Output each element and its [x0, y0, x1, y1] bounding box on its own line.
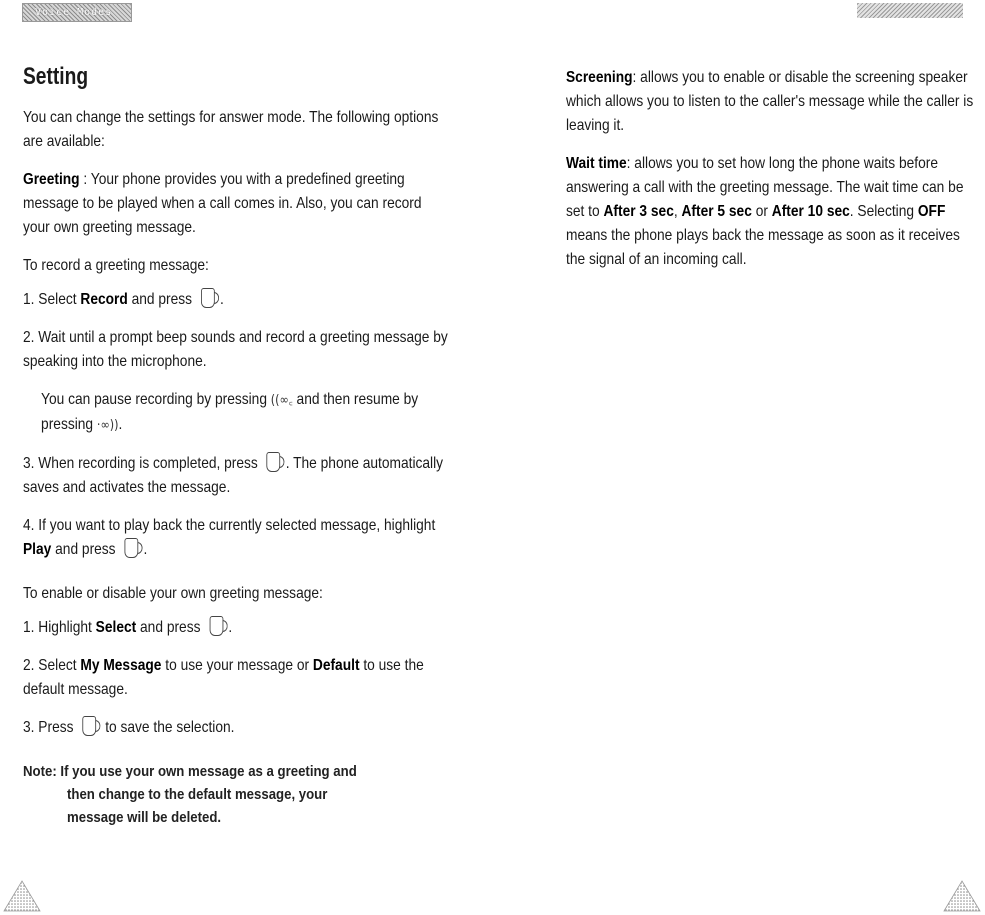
- record-step-4: 4. If you want to play back the currently selected message, highlight Play and press .: [23, 517, 436, 558]
- record-step-3: [23, 452, 452, 500]
- my-message-label: My Message: [80, 657, 162, 674]
- wait-time-paragraph: [566, 152, 975, 272]
- note-line-1: [23, 760, 454, 783]
- intro-paragraph: You can change the settings for answer mode. The following options are available:: [23, 109, 439, 150]
- step-number: 2.: [23, 329, 39, 346]
- section-header-tab: [22, 3, 132, 22]
- ok-key-icon: [125, 538, 139, 558]
- after-3-sec-label: After 3 sec: [603, 203, 674, 220]
- left-soft-key-icon: ((∞꜀: [270, 393, 293, 408]
- step-text: and then resume by pressing: [41, 391, 419, 433]
- step-number: 1.: [23, 291, 39, 308]
- step-text: and press: [51, 541, 120, 558]
- section-header-label: Voice Modes: [35, 7, 113, 18]
- step-number: 3.: [23, 455, 39, 472]
- step-text: When recording is completed, press: [38, 455, 262, 472]
- note-line-2: then change to the default message, your: [67, 786, 328, 803]
- wait-time-text: ,: [673, 203, 682, 220]
- record-label: Record: [80, 291, 128, 308]
- page-title: Setting: [23, 63, 89, 90]
- step-number: 4.: [23, 517, 39, 534]
- after-10-sec-label: After 10 sec: [771, 203, 850, 220]
- step-text: . The phone automatically saves and activates the message.: [23, 455, 444, 496]
- ok-key-icon: [201, 288, 215, 308]
- greeting-text: : Your phone provides you with a predefined greeting message to be played when a call comes in. Also, you can record your own greeting message.: [23, 171, 422, 236]
- step-text: Press: [38, 719, 78, 736]
- off-label: OFF: [917, 203, 946, 220]
- wait-time-text: : allows you to set how long the phone waits before answering a call with the greeting message. The wait time can be set to: [566, 155, 964, 220]
- right-column: [566, 66, 976, 272]
- step-text: and press: [136, 619, 205, 636]
- wait-time-text: or: [751, 203, 772, 220]
- record-step-1: 1. Select Record and press .: [23, 288, 452, 312]
- step-text: to use the default message.: [23, 657, 424, 698]
- wait-time-text: means the phone plays back the message as soon as it receives the signal of an incoming call.: [566, 227, 960, 268]
- record-heading: To record a greeting message:: [23, 257, 209, 274]
- greeting-paragraph: [23, 168, 452, 240]
- screening-paragraph: [566, 66, 975, 138]
- after-5-sec-label: After 5 sec: [681, 203, 752, 220]
- wait-time-label: Wait time: [566, 155, 627, 172]
- record-step-2: [23, 326, 452, 374]
- step-text: Select: [38, 657, 81, 674]
- note-line-3: message will be deleted.: [67, 809, 222, 826]
- left-column: [23, 60, 453, 829]
- step-text: Select: [38, 291, 81, 308]
- step-text: to save the selection.: [101, 719, 235, 736]
- pause-paragraph: You can pause recording by pressing ((∞꜀ and then resume by pressing ·∞)).: [41, 391, 419, 433]
- screening-text: : allows you to enable or disable the screening speaker which allows you to listen to the caller's message while the caller is leaving it.: [566, 69, 974, 134]
- note-label: Note: [23, 763, 53, 780]
- play-label: Play: [23, 541, 52, 558]
- enable-step-1: 1. Highlight Select and press .: [23, 616, 452, 640]
- step-number: 1.: [23, 619, 39, 636]
- right-soft-key-icon: ·∞)): [96, 418, 119, 433]
- screening-label: Screening: [566, 69, 633, 86]
- step-text: Wait until a prompt beep sounds and record a greeting message by speaking into the microphone.: [23, 329, 448, 370]
- step-text: Highlight: [38, 619, 96, 636]
- ok-key-icon: [209, 616, 223, 636]
- step-text: and press: [127, 291, 196, 308]
- greeting-label: Greeting: [23, 171, 80, 188]
- note-text: : If you use your own message as a greeting and: [52, 763, 357, 780]
- default-label: Default: [312, 657, 360, 674]
- enable-step-2: [23, 654, 452, 702]
- ok-key-icon: [267, 452, 281, 472]
- step-number: 2.: [23, 657, 39, 674]
- enable-heading: To enable or disable your own greeting message:: [23, 585, 323, 602]
- select-label: Select: [95, 619, 137, 636]
- enable-step-3: [23, 716, 452, 740]
- wait-time-text: . Selecting: [849, 203, 918, 220]
- ok-key-icon: [82, 716, 96, 736]
- step-text: You can pause recording by pressing: [41, 391, 271, 408]
- step-number: 3.: [23, 719, 39, 736]
- step-text: to use your message or: [161, 657, 313, 674]
- corner-triangle-left-icon: [2, 879, 42, 913]
- note-block: [23, 760, 454, 829]
- corner-triangle-right-icon: [942, 879, 982, 913]
- header-decoration-right: [857, 3, 963, 18]
- step-text: If you want to play back the currently selected message, highlight: [38, 517, 436, 534]
